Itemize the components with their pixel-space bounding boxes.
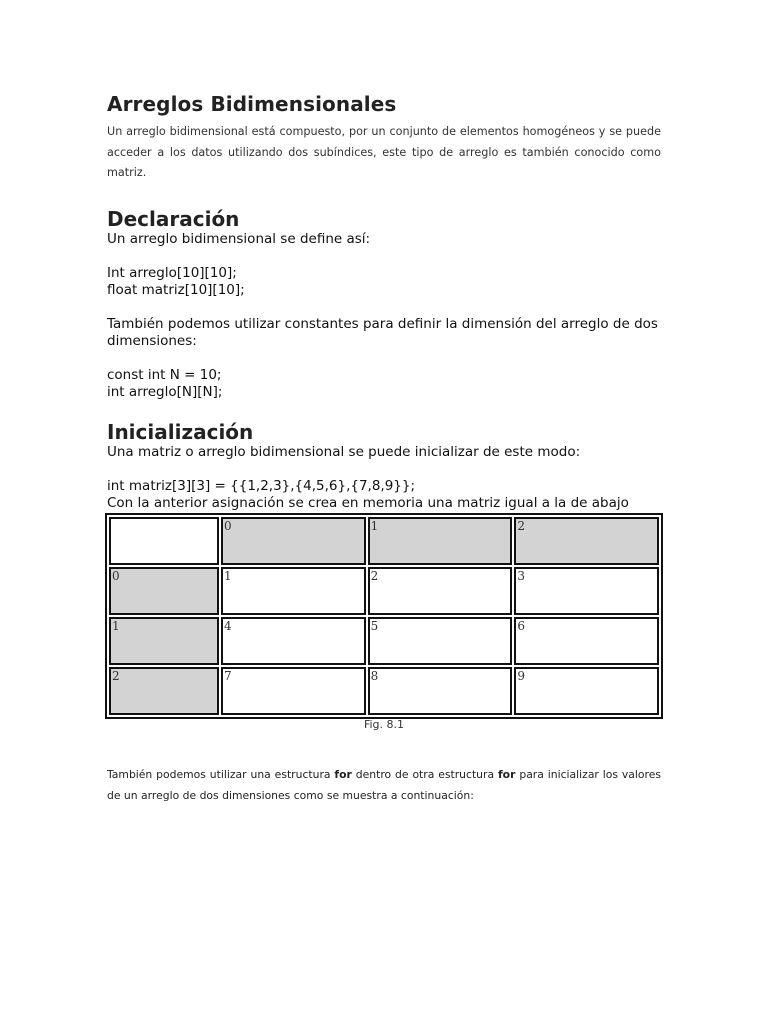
matrix-table	[105, 513, 663, 719]
table-row	[109, 567, 659, 615]
corner-cell	[109, 517, 219, 565]
heading-inicializacion: Inicialización	[107, 419, 254, 444]
inicializacion-line: Una matriz o arreglo bidimensional se puede inicializar de este modo:	[107, 443, 581, 460]
declaracion-paragraph: También podemos utilizar constantes para definir la dimensión del arreglo de dos dimensiones:	[107, 315, 658, 349]
text-segment: dentro de otra estructura	[351, 768, 498, 781]
table-cell: 8	[368, 667, 513, 715]
keyword-for: for	[497, 768, 516, 781]
document-body	[107, 92, 661, 512]
row-header: 0	[109, 567, 219, 615]
table-row	[109, 617, 659, 665]
closing-paragraph	[107, 764, 661, 806]
table-row	[109, 517, 659, 565]
row-header: 2	[109, 667, 219, 715]
page-title: Arreglos Bidimensionales	[107, 92, 397, 116]
table-row	[109, 667, 659, 715]
row-header: 1	[109, 617, 219, 665]
code-line: int arreglo[N][N];	[107, 383, 223, 400]
text-segment: También podemos utilizar una estructura	[107, 768, 335, 781]
heading-declaracion: Declaración	[107, 206, 240, 231]
declaracion-line: Un arreglo bidimensional se define así:	[107, 230, 371, 247]
column-header: 1	[368, 517, 513, 565]
code-line: const int N = 10;	[107, 366, 222, 383]
table-cell: 7	[221, 667, 366, 715]
table-cell: 9	[514, 667, 659, 715]
code-line: Int arreglo[10][10];	[107, 264, 237, 281]
table-cell: 5	[368, 617, 513, 665]
table-cell: 1	[221, 567, 366, 615]
table-cell: 3	[514, 567, 659, 615]
figure-caption: Fig. 8.1	[363, 718, 405, 731]
column-header: 0	[221, 517, 366, 565]
keyword-for: for	[334, 768, 352, 781]
intro-paragraph: Un arreglo bidimensional está compuesto, por un conjunto de elementos homogéneos y se puede acceder a los datos utilizando dos subíndices, este tipo de arreglo es también conocido como matriz.	[107, 125, 661, 179]
table-cell: 2	[368, 567, 513, 615]
column-header: 2	[514, 517, 659, 565]
code-line: float matriz[10][10];	[107, 281, 245, 298]
table-cell: 6	[514, 617, 659, 665]
inicializacion-line: Con la anterior asignación se crea en memoria una matriz igual a la de abajo	[107, 494, 629, 511]
text-segment: para inicializar los valores de un arreglo de dos dimensiones como se muestra a continuación:	[107, 768, 661, 802]
table-cell: 4	[221, 617, 366, 665]
code-line: int matriz[3][3] = {{1,2,3},{4,5,6},{7,8,9}};	[107, 477, 416, 494]
